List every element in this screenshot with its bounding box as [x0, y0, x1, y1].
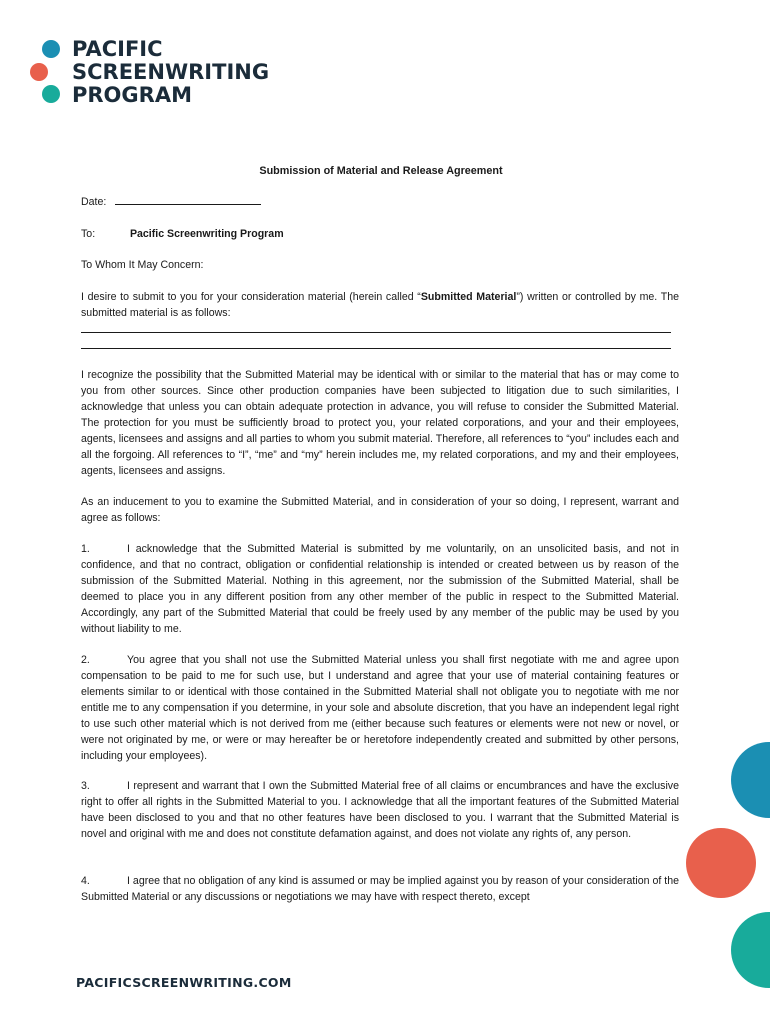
intro-defined-term: Submitted Material — [420, 291, 517, 303]
clause-text: I represent and warrant that I own the Submitted Material free of all claims or encumbrances and have the exclusive right to offer all rights in the Submitted Material to you. I acknowledge that all the important features of the Submitted Material have been disclosed to you and that no other features have been disclosed to you. I warrant that the Submitted Material is novel and original with me and does not constitute defamation against, and does not violate any rights of, any person. — [81, 780, 679, 840]
recognition-paragraph: I recognize the possibility that the Submitted Material may be identical with or similar to the material that has or may come to you from other sources. Since other production companies have been subjected to litigation due to such similarities, I acknowledge that unless you can obtain adequate protection in advance, you will refuse to consider the Submitted Material. The protection for you must be sufficiently broad to protect you, your related corporations, and your and their employees, agents, licensees and assigns and all parties to whom you submit material. Therefore, all references to “you” includes each and all the forgoing. All references to “I”, “me” and “my” herein includes me, my related corporations, and my and their employees, agents, licensees and assigns. — [81, 369, 679, 477]
clause-1 — [81, 541, 679, 637]
clause-4 — [81, 873, 679, 905]
clause-2 — [81, 652, 679, 764]
clause-3 — [81, 778, 679, 842]
logo-teal-dot — [42, 85, 60, 103]
intro-text-end: ”) written or controlled by me. The submitted material is as follows: — [81, 291, 679, 319]
logo-blue-dot — [42, 40, 60, 58]
to-row — [81, 226, 284, 242]
logo-wordmark — [72, 38, 332, 107]
clause-number: 1. — [81, 543, 90, 555]
to-label: To: — [81, 228, 96, 240]
date-blank-line[interactable] — [115, 193, 261, 205]
clause-number: 4. — [81, 875, 90, 887]
decorative-red-circle — [686, 828, 756, 898]
clause-number: 3. — [81, 780, 90, 792]
to-recipient: Pacific Screenwriting Program — [129, 228, 284, 240]
intro-paragraph — [81, 289, 679, 321]
document-title: Submission of Material and Release Agreement — [259, 165, 503, 177]
clause-number: 2. — [81, 654, 90, 666]
logo-line-1: PACIFIC — [72, 37, 163, 61]
intro-text-start: I desire to submit to you for your consideration material (herein called “ — [81, 291, 421, 303]
logo-red-dot — [30, 63, 48, 81]
decorative-teal-circle — [731, 912, 770, 988]
clause-text: You agree that you shall not use the Submitted Material unless you shall first negotiate with me and agree upon compensation to be paid to me for such use, but I understand and agree that your use of material containing features or elements similar to or identical with those contained in the Submitted Material shall not obligate you to negotiate with me nor entitle me to any compensation if you determine, in your sole and absolute discretion, that you have an independent legal right to use such other material which is not derived from me (either because such features or elements were not new or novel, or were not originated by me, or were or may hereafter be or heretofore independently created and submitted by other persons, including your employees). — [81, 654, 679, 762]
decorative-blue-circle — [731, 742, 770, 818]
date-label: Date: — [81, 196, 107, 208]
clause-text: I acknowledge that the Submitted Material is submitted by me voluntarily, on an unsolicited basis, and not in confidence, and that no contract, obligation or confidential relationship is intended or created between us by reason of the submission of the Submitted Material. Nothing in this agreement, nor the submission of the Submitted Material, shall be deemed to place you in any different position from any other member of the public in respect to the Submitted Material. Accordingly, any part of the Submitted Material that could be freely used by any member of the public may be used by you without liability to me. — [81, 543, 679, 635]
footer-website: PACIFICSCREENWRITING.COM — [76, 975, 292, 990]
logo-line-2: SCREENWRITING — [72, 60, 270, 84]
date-field-row — [81, 193, 261, 210]
clause-text: I agree that no obligation of any kind is assumed or may be implied against you by reason of your consideration of the Submitted Material or any discussions or negotiations we may have with respect thereto, except — [81, 875, 679, 903]
material-blank-line-1[interactable] — [81, 332, 671, 333]
salutation: To Whom It May Concern: — [81, 259, 204, 271]
logo-line-3: PROGRAM — [72, 83, 192, 107]
inducement-paragraph: As an inducement to you to examine the Submitted Material, and in consideration of your so doing, I represent, warrant and agree as follows: — [81, 496, 679, 524]
material-blank-line-2[interactable] — [81, 348, 671, 349]
